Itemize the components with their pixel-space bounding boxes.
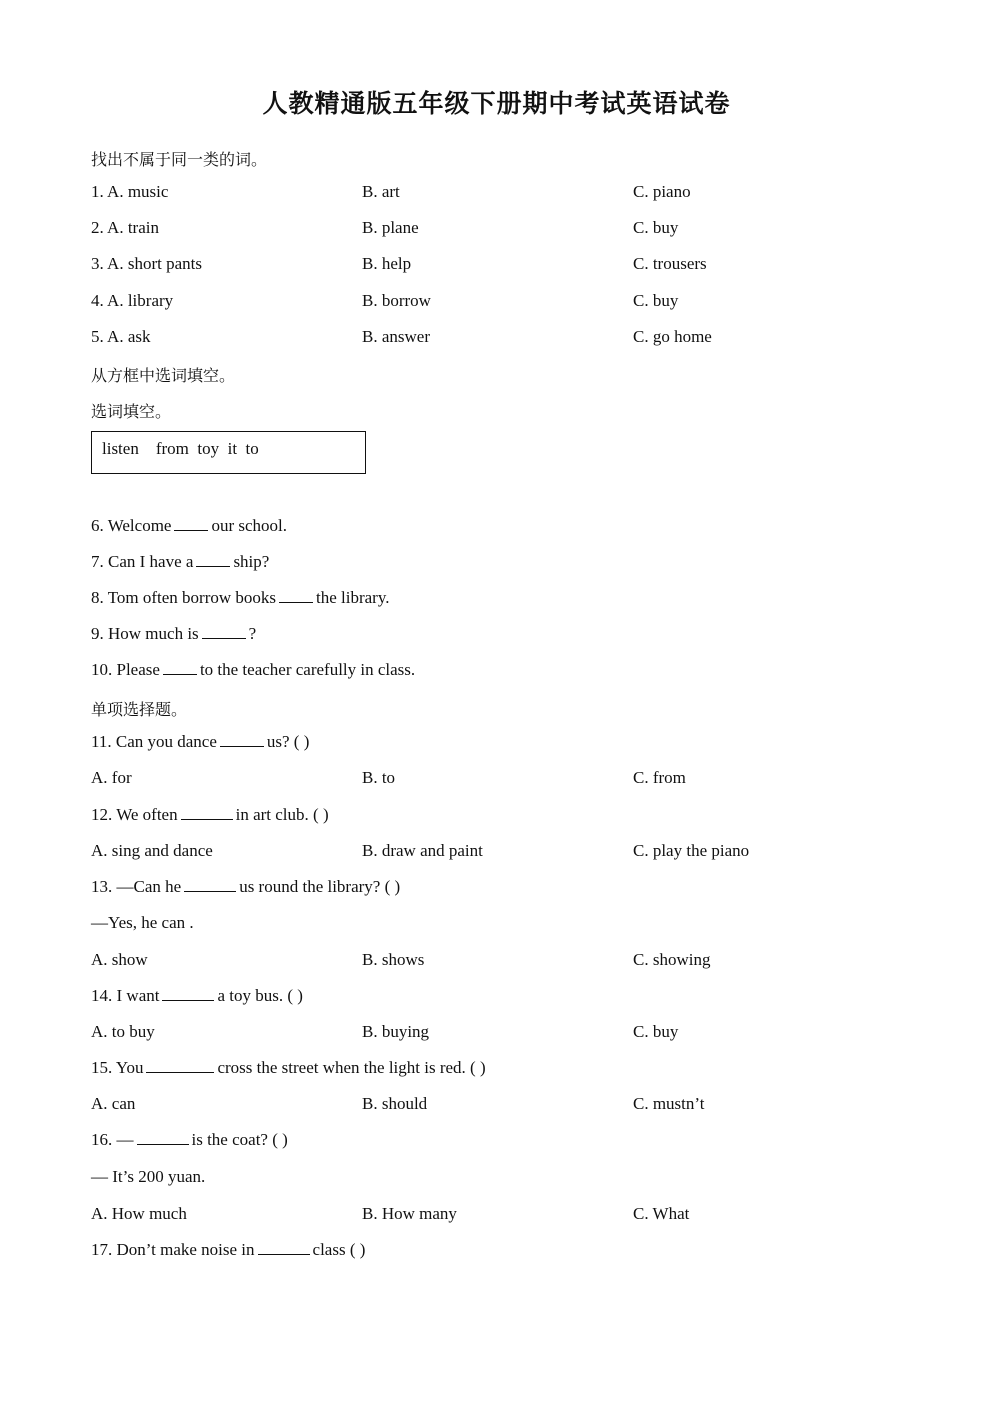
option-b: B. shows — [362, 950, 425, 969]
option-a: A. sing and dance — [91, 841, 213, 860]
question-row — [91, 327, 911, 349]
option-a: 1. A. music — [91, 182, 169, 201]
option-c: C. piano — [633, 182, 691, 201]
section2-subheading: 选词填空。 — [91, 402, 172, 421]
question-11 — [91, 732, 309, 752]
option-a: A. for — [91, 768, 132, 787]
question-text: 16. — — [91, 1130, 134, 1149]
question-text: 14. I want — [91, 986, 160, 1005]
question-7 — [91, 552, 269, 572]
option-c: C. buy — [633, 218, 679, 237]
question-text: us round the library? ( ) — [239, 877, 401, 896]
question-text: 6. Welcome — [91, 516, 172, 535]
option-a: A. to buy — [91, 1022, 155, 1041]
question-text: to the teacher carefully in class. — [199, 660, 416, 679]
question-text: 8. Tom often borrow books — [91, 588, 277, 607]
question-12 — [91, 805, 329, 825]
question-9 — [91, 624, 256, 644]
option-b: B. buying — [362, 1022, 430, 1041]
option-c: C. play the piano — [633, 841, 750, 860]
answer-blank[interactable] — [202, 624, 246, 639]
option-b: B. draw and paint — [362, 841, 483, 860]
option-a: 2. A. train — [91, 218, 159, 237]
question-text: cross the street when the light is red. ( ) — [217, 1058, 486, 1077]
question-row — [91, 254, 911, 276]
section3-heading: 单项选择题。 — [91, 700, 188, 719]
answer-blank[interactable] — [163, 660, 197, 675]
option-c: C. showing — [633, 950, 711, 969]
options-row — [91, 1094, 911, 1116]
options-row — [91, 768, 911, 790]
option-a: 4. A. library — [91, 291, 174, 310]
question-text: 7. Can I have a — [91, 552, 194, 571]
question-row — [91, 291, 911, 313]
option-c: C. from — [633, 768, 686, 787]
question-text: our school. — [211, 516, 288, 535]
option-a: 3. A. short pants — [91, 254, 202, 273]
option-b: B. to — [362, 768, 396, 787]
question-row — [91, 218, 911, 240]
option-b: B. How many — [362, 1204, 457, 1223]
page-title: 人教精通版五年级下册期中考试英语试卷 — [262, 89, 731, 118]
option-b: B. answer — [362, 327, 430, 346]
option-b: B. should — [362, 1094, 428, 1113]
question-text: ship? — [233, 552, 270, 571]
option-c: C. trousers — [633, 254, 707, 273]
question-text: 15. You — [91, 1058, 144, 1077]
section1-heading: 找出不属于同一类的词。 — [91, 150, 268, 169]
option-c: C. buy — [633, 1022, 679, 1041]
dialogue-reply: — It’s 200 yuan. — [91, 1167, 206, 1186]
question-text: 13. —Can he — [91, 877, 182, 896]
question-17 — [91, 1240, 365, 1260]
option-c: C. buy — [633, 291, 679, 310]
answer-blank[interactable] — [146, 1058, 214, 1073]
options-row — [91, 1022, 911, 1044]
question-15 — [91, 1058, 486, 1078]
option-b: B. borrow — [362, 291, 431, 310]
answer-blank[interactable] — [196, 552, 230, 567]
question-text: the library. — [316, 588, 390, 607]
options-row — [91, 950, 911, 972]
options-row — [91, 1204, 911, 1226]
question-text: a toy bus. ( ) — [217, 986, 303, 1005]
question-text: 11. Can you dance — [91, 732, 217, 751]
question-text: in art club. ( ) — [235, 805, 329, 824]
option-b: B. art — [362, 182, 400, 201]
question-8 — [91, 588, 390, 608]
answer-blank[interactable] — [258, 1240, 310, 1255]
question-text: 9. How much is — [91, 624, 199, 643]
word-box: listen from toy it to — [91, 431, 366, 474]
question-text: us? ( ) — [266, 732, 310, 751]
question-text: is the coat? ( ) — [191, 1130, 288, 1149]
question-10 — [91, 660, 415, 680]
answer-blank[interactable] — [174, 516, 208, 531]
question-14 — [91, 986, 303, 1006]
question-text: 12. We often — [91, 805, 178, 824]
question-text: 10. Please — [91, 660, 160, 679]
options-row — [91, 841, 911, 863]
question-text: 17. Don’t make noise in — [91, 1240, 255, 1259]
option-a: A. How much — [91, 1204, 187, 1223]
option-a: A. show — [91, 950, 148, 969]
option-b: B. help — [362, 254, 412, 273]
answer-blank[interactable] — [279, 588, 313, 603]
option-c: C. mustn’t — [633, 1094, 705, 1113]
question-13 — [91, 877, 400, 897]
question-text: class ( ) — [312, 1240, 366, 1259]
question-row — [91, 182, 911, 204]
section2-heading: 从方框中选词填空。 — [91, 366, 236, 385]
option-a: 5. A. ask — [91, 327, 151, 346]
answer-blank[interactable] — [184, 877, 236, 892]
answer-blank[interactable] — [220, 732, 264, 747]
answer-blank[interactable] — [181, 805, 233, 820]
option-c: C. What — [633, 1204, 690, 1223]
dialogue-reply: —Yes, he can . — [91, 913, 194, 932]
option-a: A. can — [91, 1094, 136, 1113]
answer-blank[interactable] — [137, 1130, 189, 1145]
question-6 — [91, 516, 287, 536]
question-text: ? — [248, 624, 257, 643]
option-b: B. plane — [362, 218, 419, 237]
option-c: C. go home — [633, 327, 712, 346]
question-16 — [91, 1130, 288, 1150]
answer-blank[interactable] — [162, 986, 214, 1001]
